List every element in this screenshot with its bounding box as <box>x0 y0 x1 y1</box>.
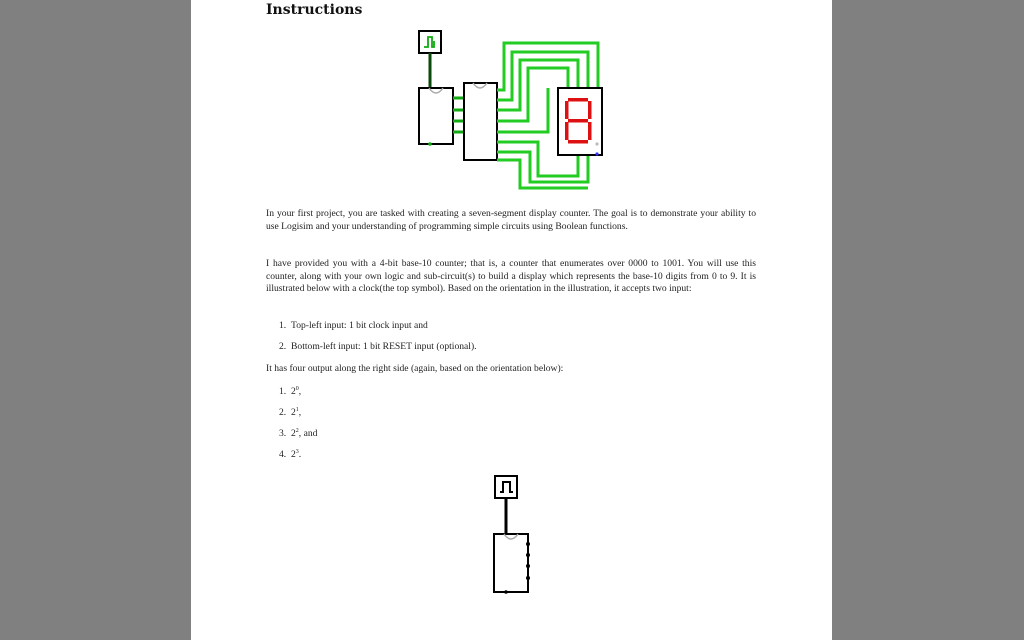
paragraph-intro: In your first project, you are tasked with creating a seven-segment display counter. The goal is to demonstrate your ability to use Logisim and your understanding of programming simple circuits using Boolean functions. <box>266 208 756 232</box>
clock-icon <box>419 31 441 53</box>
document-page <box>191 0 832 640</box>
list-item: 2. Bottom-left input: 1 bit RESET input (optional). <box>279 341 477 352</box>
counter-block <box>419 88 453 144</box>
paragraph-counter: I have provided you with a 4-bit base-10 counter; that is, a counter that enumerates over 0000 to 1001. You will use this counter, along with your own logic and sub-circuit(s) to build a display which represents the base-10 digits from 0 to 9. It is illustrated below with a clock(the top symbol). Based on the orientation in the illustration, it accepts two input: <box>266 258 756 295</box>
clock-icon <box>495 476 517 498</box>
list-item: 3. $2^2$, and <box>279 428 318 439</box>
list-item: 4. $2^3$. <box>279 449 302 460</box>
list-item: 2. $2^1$, <box>279 407 302 418</box>
seven-segment-circuit-figure <box>416 28 616 196</box>
list-item: 1. Top-left input: 1 bit clock input and <box>279 320 428 331</box>
counter-block <box>494 534 528 592</box>
list-item: 1. $2^0$, <box>279 386 302 397</box>
decoder-block <box>464 83 497 160</box>
section-heading: Instructions <box>266 2 363 18</box>
clock-counter-figure <box>491 472 535 596</box>
paragraph-outputs: It has four output along the right side (again, based on the orientation below): <box>266 363 564 374</box>
